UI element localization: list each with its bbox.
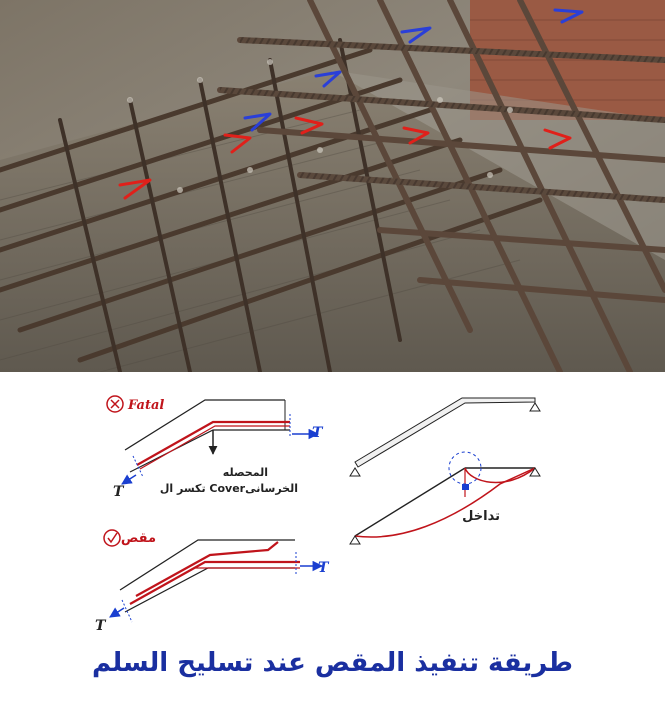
fatal-tension-label-right: T <box>312 425 323 441</box>
fatal-x-icon <box>107 396 123 412</box>
span-diagram <box>350 398 540 544</box>
fatal-tension-arrow-left <box>122 475 136 484</box>
fatal-label: Fatal <box>128 398 165 413</box>
fatal-tension-label-left: T <box>113 484 124 500</box>
scissor-tension-label-right: T <box>318 560 329 576</box>
check-icon <box>104 530 120 546</box>
resultant-note-line2: تكسر ال Coverالخرسانى <box>159 482 298 495</box>
overlap-label: تداخل <box>462 509 500 524</box>
resultant-note-line1: المحصله <box>222 466 268 479</box>
fatal-detail <box>107 396 324 500</box>
caption-title: طريقة تنفيذ المقص عند تسليح السلم <box>92 648 573 678</box>
scissor-tension-label-left: T <box>95 618 106 634</box>
scissor-label: مقص <box>120 531 156 546</box>
scissor-tension-arrow-left <box>110 608 124 617</box>
scissor-detail <box>95 530 330 634</box>
moment-curve <box>355 468 535 537</box>
